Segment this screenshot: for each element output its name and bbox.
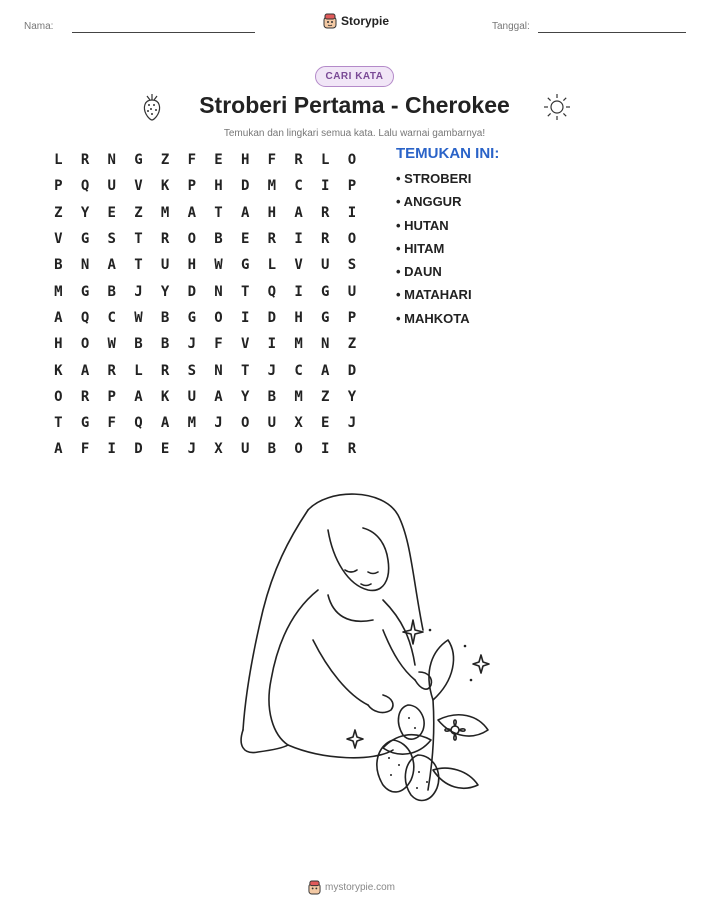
grid-letter[interactable]: O bbox=[240, 415, 250, 432]
grid-row bbox=[45, 252, 365, 278]
grid-letter[interactable]: E bbox=[240, 231, 250, 248]
grid-letter[interactable]: K bbox=[160, 388, 170, 405]
grid-letter[interactable]: D bbox=[240, 178, 250, 195]
grid-letter[interactable]: B bbox=[267, 441, 277, 458]
grid-letter[interactable]: T bbox=[214, 204, 223, 221]
grid-letter[interactable]: G bbox=[80, 283, 90, 300]
grid-letter[interactable]: J bbox=[347, 415, 357, 432]
grid-letter[interactable]: R bbox=[107, 362, 116, 379]
grid-letter[interactable]: M bbox=[294, 336, 303, 353]
grid-letter[interactable]: R bbox=[80, 152, 90, 169]
word-item: • STROBERI bbox=[396, 171, 472, 186]
grid-letter[interactable]: D bbox=[187, 283, 196, 300]
grid-row bbox=[45, 226, 365, 252]
footer-url: mystorypie.com bbox=[325, 882, 396, 893]
brand-name: Storypie bbox=[341, 14, 390, 28]
grid-letter[interactable]: V bbox=[240, 336, 250, 353]
grid-letter[interactable]: U bbox=[321, 257, 330, 274]
grid-row bbox=[45, 331, 365, 357]
grid-letter[interactable]: B bbox=[160, 336, 170, 353]
grid-letter[interactable]: A bbox=[294, 204, 303, 221]
grid-letter[interactable]: R bbox=[267, 231, 277, 248]
storypie-mascot-icon bbox=[323, 13, 337, 29]
grid-row bbox=[45, 305, 365, 331]
grid-letter[interactable]: W bbox=[134, 309, 143, 326]
category-badge: CARI KATA bbox=[315, 66, 394, 87]
grid-letter[interactable]: F bbox=[107, 415, 116, 432]
grid-letter[interactable]: O bbox=[80, 336, 90, 353]
grid-letter[interactable]: I bbox=[321, 178, 330, 195]
grid-letter[interactable]: Z bbox=[321, 388, 330, 405]
grid-letter[interactable]: K bbox=[160, 178, 170, 195]
grid-letter[interactable]: G bbox=[321, 283, 330, 300]
grid-row bbox=[45, 147, 365, 173]
grid-letter[interactable]: T bbox=[240, 362, 250, 379]
grid-letter[interactable]: Z bbox=[54, 204, 63, 221]
grid-letter[interactable]: I bbox=[240, 309, 250, 326]
grid-letter[interactable]: J bbox=[187, 336, 196, 353]
grid-letter[interactable]: H bbox=[187, 257, 196, 274]
grid-letter[interactable]: X bbox=[214, 441, 223, 458]
grid-letter[interactable]: H bbox=[214, 178, 223, 195]
grid-letter[interactable]: G bbox=[80, 231, 90, 248]
grid-letter[interactable]: L bbox=[267, 257, 277, 274]
grid-letter[interactable]: A bbox=[214, 388, 223, 405]
grid-row bbox=[45, 278, 365, 304]
grid-letter[interactable]: E bbox=[160, 441, 170, 458]
grid-letter[interactable]: T bbox=[240, 283, 250, 300]
grid-letter[interactable]: I bbox=[294, 231, 303, 248]
grid-letter[interactable]: A bbox=[54, 441, 63, 458]
grid-letter[interactable]: A bbox=[160, 415, 170, 432]
grid-letter[interactable]: G bbox=[240, 257, 250, 274]
word-item: • MATAHARI bbox=[396, 287, 472, 303]
word-item: • MAHKOTA bbox=[396, 310, 470, 326]
grid-letter[interactable]: G bbox=[187, 309, 196, 326]
grid-letter[interactable]: A bbox=[187, 204, 196, 221]
date-field[interactable] bbox=[538, 32, 686, 33]
grid-letter[interactable]: I bbox=[294, 283, 303, 300]
grid-letter[interactable]: F bbox=[214, 336, 223, 353]
grid-letter[interactable]: P bbox=[187, 178, 196, 195]
grid-letter[interactable]: A bbox=[134, 388, 143, 405]
grid-letter[interactable]: H bbox=[54, 336, 63, 353]
grid-letter[interactable]: B bbox=[214, 231, 223, 248]
grid-letter[interactable]: R bbox=[321, 204, 330, 221]
grid-letter[interactable]: E bbox=[107, 204, 116, 221]
grid-letter[interactable]: W bbox=[107, 336, 116, 353]
name-label: Nama: bbox=[24, 21, 54, 32]
grid-letter[interactable]: U bbox=[107, 178, 116, 195]
grid-row bbox=[45, 384, 365, 410]
word-search-grid[interactable] bbox=[45, 147, 365, 463]
grid-letter[interactable]: L bbox=[54, 152, 63, 169]
word-list bbox=[396, 171, 472, 334]
grid-letter[interactable]: Y bbox=[160, 283, 170, 300]
grid-letter[interactable]: Y bbox=[80, 204, 90, 221]
grid-letter[interactable]: F bbox=[187, 152, 196, 169]
grid-letter[interactable]: O bbox=[187, 231, 196, 248]
grid-letter[interactable]: V bbox=[294, 257, 303, 274]
grid-letter[interactable]: Q bbox=[80, 178, 90, 195]
grid-letter[interactable]: H bbox=[240, 152, 250, 169]
grid-letter[interactable]: S bbox=[107, 231, 116, 248]
grid-letter[interactable]: D bbox=[347, 362, 357, 379]
grid-letter[interactable]: U bbox=[347, 283, 357, 300]
grid-letter[interactable]: U bbox=[187, 388, 196, 405]
grid-letter[interactable]: M bbox=[294, 388, 303, 405]
grid-letter[interactable]: I bbox=[321, 441, 330, 458]
grid-letter[interactable]: T bbox=[54, 415, 63, 432]
grid-letter[interactable]: N bbox=[107, 152, 116, 169]
grid-letter[interactable]: Q bbox=[267, 283, 277, 300]
word-item: • ANGGUR bbox=[396, 194, 462, 210]
grid-letter[interactable]: O bbox=[347, 231, 357, 248]
grid-letter[interactable]: B bbox=[107, 283, 116, 300]
grid-letter[interactable]: T bbox=[134, 231, 143, 248]
grid-letter[interactable]: B bbox=[160, 309, 170, 326]
grid-letter[interactable]: A bbox=[80, 362, 90, 379]
grid-letter[interactable]: A bbox=[321, 362, 330, 379]
grid-row bbox=[45, 436, 365, 462]
grid-row bbox=[45, 357, 365, 383]
grid-letter[interactable]: W bbox=[214, 257, 223, 274]
grid-letter[interactable]: A bbox=[54, 309, 63, 326]
grid-letter[interactable]: Q bbox=[134, 415, 143, 432]
storypie-mascot-icon bbox=[308, 880, 321, 895]
grid-letter[interactable]: N bbox=[321, 336, 330, 353]
grid-letter[interactable]: U bbox=[160, 257, 170, 274]
grid-letter[interactable]: I bbox=[107, 441, 116, 458]
grid-letter[interactable]: O bbox=[294, 441, 303, 458]
grid-letter[interactable]: F bbox=[80, 441, 90, 458]
grid-letter[interactable]: N bbox=[80, 257, 90, 274]
grid-letter[interactable]: X bbox=[294, 415, 303, 432]
grid-letter[interactable]: U bbox=[267, 415, 277, 432]
word-item: • HITAM bbox=[396, 240, 445, 256]
grid-letter[interactable]: G bbox=[321, 309, 330, 326]
grid-letter[interactable]: V bbox=[54, 231, 63, 248]
instructions: Temukan dan lingkari semua kata. Lalu warnai gambarnya! bbox=[223, 128, 486, 139]
grid-letter[interactable]: F bbox=[267, 152, 277, 169]
grid-letter[interactable]: Z bbox=[134, 204, 143, 221]
grid-letter[interactable]: B bbox=[134, 336, 143, 353]
grid-letter[interactable]: R bbox=[294, 152, 303, 169]
grid-letter[interactable]: N bbox=[214, 362, 223, 379]
grid-letter[interactable]: A bbox=[240, 204, 250, 221]
grid-letter[interactable]: I bbox=[267, 336, 277, 353]
grid-letter[interactable]: D bbox=[267, 309, 277, 326]
grid-letter[interactable]: T bbox=[134, 257, 143, 274]
grid-letter[interactable]: G bbox=[134, 152, 143, 169]
word-item: • DAUN bbox=[396, 264, 442, 280]
grid-letter[interactable]: S bbox=[187, 362, 196, 379]
grid-letter[interactable]: Z bbox=[160, 152, 170, 169]
grid-letter[interactable]: J bbox=[214, 415, 223, 432]
grid-letter[interactable]: Z bbox=[347, 336, 357, 353]
page-title: Stroberi Pertama - Cherokee bbox=[199, 92, 510, 118]
grid-letter[interactable]: O bbox=[347, 152, 357, 169]
grid-letter[interactable]: P bbox=[347, 178, 357, 195]
grid-letter[interactable]: C bbox=[294, 362, 303, 379]
grid-letter[interactable]: R bbox=[347, 441, 357, 458]
grid-letter[interactable]: B bbox=[267, 388, 277, 405]
grid-letter[interactable]: H bbox=[267, 204, 277, 221]
grid-letter[interactable]: G bbox=[80, 415, 90, 432]
grid-letter[interactable]: M bbox=[54, 283, 63, 300]
grid-letter[interactable]: D bbox=[134, 441, 143, 458]
grid-letter[interactable]: R bbox=[80, 388, 90, 405]
grid-letter[interactable]: S bbox=[347, 257, 357, 274]
grid-letter[interactable]: E bbox=[214, 152, 223, 169]
grid-letter[interactable]: A bbox=[107, 257, 116, 274]
grid-letter[interactable]: R bbox=[160, 362, 170, 379]
grid-letter[interactable]: P bbox=[347, 309, 357, 326]
date-label: Tanggal: bbox=[492, 21, 530, 32]
grid-letter[interactable]: P bbox=[54, 178, 63, 195]
grid-letter[interactable]: C bbox=[107, 309, 116, 326]
grid-letter[interactable]: N bbox=[214, 283, 223, 300]
grid-letter[interactable]: R bbox=[160, 231, 170, 248]
grid-letter[interactable]: Y bbox=[347, 388, 357, 405]
grid-row bbox=[45, 173, 365, 199]
grid-letter[interactable]: P bbox=[107, 388, 116, 405]
grid-row bbox=[45, 200, 365, 226]
grid-letter[interactable]: Y bbox=[240, 388, 250, 405]
grid-letter[interactable]: U bbox=[240, 441, 250, 458]
grid-letter[interactable]: E bbox=[321, 415, 330, 432]
name-field[interactable] bbox=[72, 32, 255, 33]
sun-icon bbox=[543, 93, 571, 121]
grid-letter[interactable]: R bbox=[321, 231, 330, 248]
grid-letter[interactable]: Q bbox=[80, 309, 90, 326]
grid-letter[interactable]: I bbox=[347, 204, 357, 221]
word-list-heading: TEMUKAN INI: bbox=[396, 145, 500, 162]
grid-letter[interactable]: J bbox=[187, 441, 196, 458]
grid-letter[interactable]: J bbox=[134, 283, 143, 300]
grid-letter[interactable]: L bbox=[321, 152, 330, 169]
grid-row bbox=[45, 410, 365, 436]
grid-letter[interactable]: V bbox=[134, 178, 143, 195]
grid-letter[interactable]: M bbox=[267, 178, 277, 195]
grid-letter[interactable]: O bbox=[214, 309, 223, 326]
grid-letter[interactable]: M bbox=[160, 204, 170, 221]
grid-letter[interactable]: M bbox=[187, 415, 196, 432]
grid-letter[interactable]: J bbox=[267, 362, 277, 379]
girl-with-strawberry-plant-illustration bbox=[233, 490, 503, 815]
brand-logo bbox=[323, 13, 389, 29]
word-item: • HUTAN bbox=[396, 217, 449, 233]
grid-letter[interactable]: K bbox=[54, 362, 63, 379]
footer bbox=[308, 880, 395, 895]
grid-letter[interactable]: L bbox=[134, 362, 143, 379]
grid-letter[interactable]: B bbox=[54, 257, 63, 274]
grid-letter[interactable]: H bbox=[294, 309, 303, 326]
grid-letter[interactable]: C bbox=[294, 178, 303, 195]
grid-letter[interactable]: O bbox=[54, 388, 63, 405]
